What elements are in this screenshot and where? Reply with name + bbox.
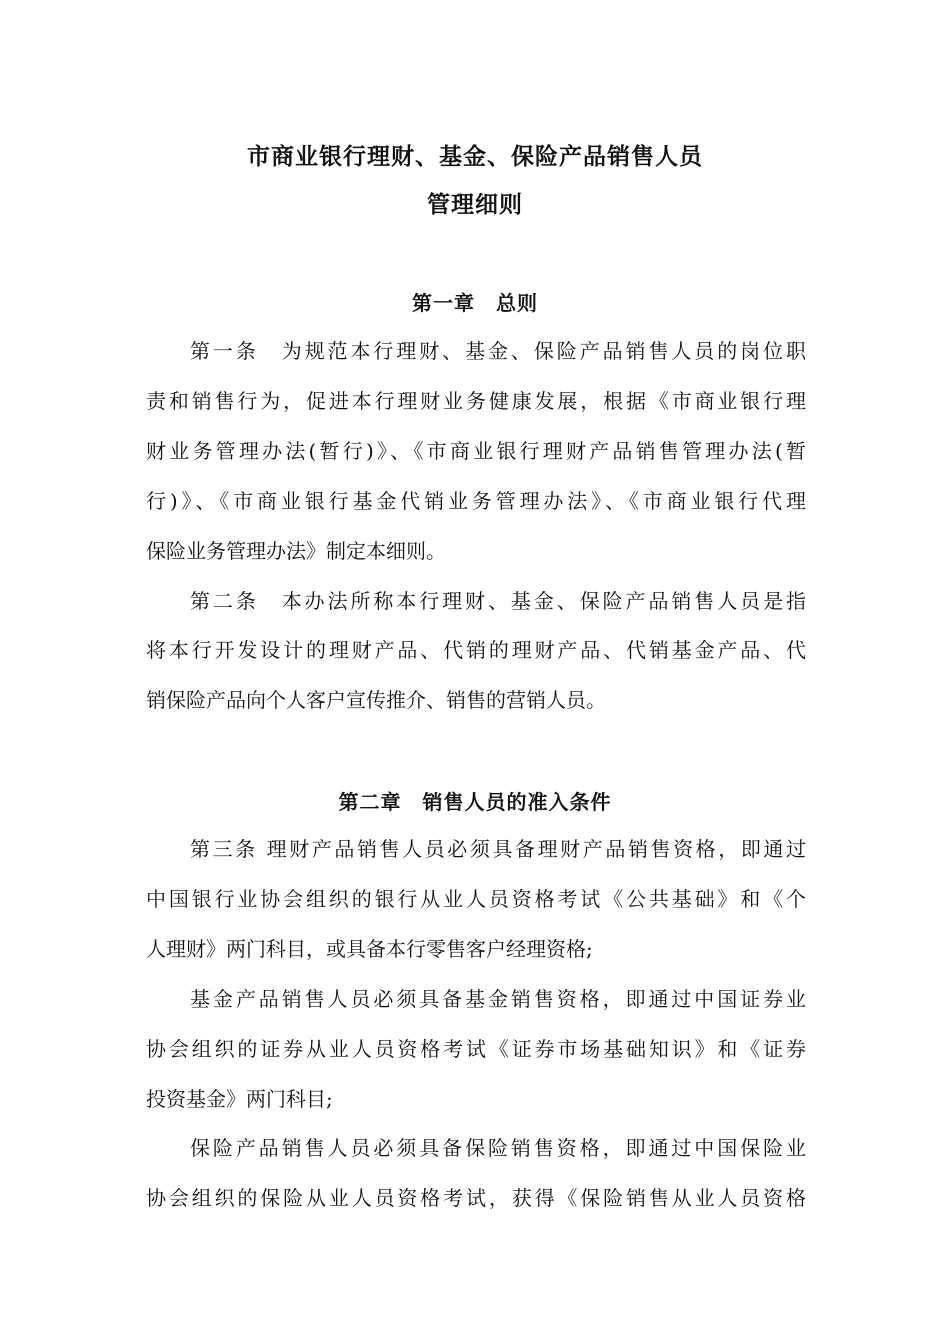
chapter-2-heading: 第二章 销售人员的准入条件: [338, 790, 612, 814]
fund-para-line-1: 基金产品销售人员必须具备基金销售资格，即通过中国证券业: [190, 987, 806, 1011]
article-1-line-4: 行)》、《市商业银行基金代销业务管理办法》、《市商业银行代理: [146, 489, 806, 513]
article-1-line-2: 责和销售行为，促进本行理财业务健康发展，根据《市商业银行理: [146, 389, 806, 413]
article-1-line-3: 财业务管理办法(暂行)》、《市商业银行理财产品销售管理办法(暂: [146, 439, 806, 463]
chapter-1-heading: 第一章 总则: [412, 291, 538, 315]
insurance-para-line-2: 协会组织的保险从业人员资格考试，获得《保险销售从业人员资格: [146, 1186, 806, 1210]
fund-para-line-2: 协会组织的证券从业人员资格考试《证券市场基础知识》和《证券: [146, 1037, 806, 1061]
document-title-line-2: 管理细则: [427, 192, 523, 218]
article-3-line-2: 中国银行业协会组织的银行从业人员资格考试《公共基础》和《个: [146, 887, 806, 911]
article-1-line-1: 第一条 为规范本行理财、基金、保险产品销售人员的岗位职: [190, 339, 806, 363]
article-3-line-1: 第三条 理财产品销售人员必须具备理财产品销售资格，即通过: [190, 837, 806, 861]
article-2-line-1: 第二条 本办法所称本行理财、基金、保险产品销售人员是指: [190, 589, 806, 613]
article-3-line-3: 人理财》两门科目，或具备本行零售客户经理资格;: [146, 937, 593, 961]
fund-para-line-3: 投资基金》两门科目;: [146, 1087, 333, 1111]
document-title-line-1: 市商业银行理财、基金、保险产品销售人员: [247, 144, 703, 170]
article-1-line-5: 保险业务管理办法》制定本细则。: [146, 539, 446, 563]
article-2-line-2: 将本行开发设计的理财产品、代销的理财产品、代销基金产品、代: [146, 638, 806, 662]
article-2-line-3: 销保险产品向个人客户宣传推介、销售的营销人员。: [146, 688, 606, 712]
insurance-para-line-1: 保险产品销售人员必须具备保险销售资格，即通过中国保险业: [190, 1136, 806, 1160]
